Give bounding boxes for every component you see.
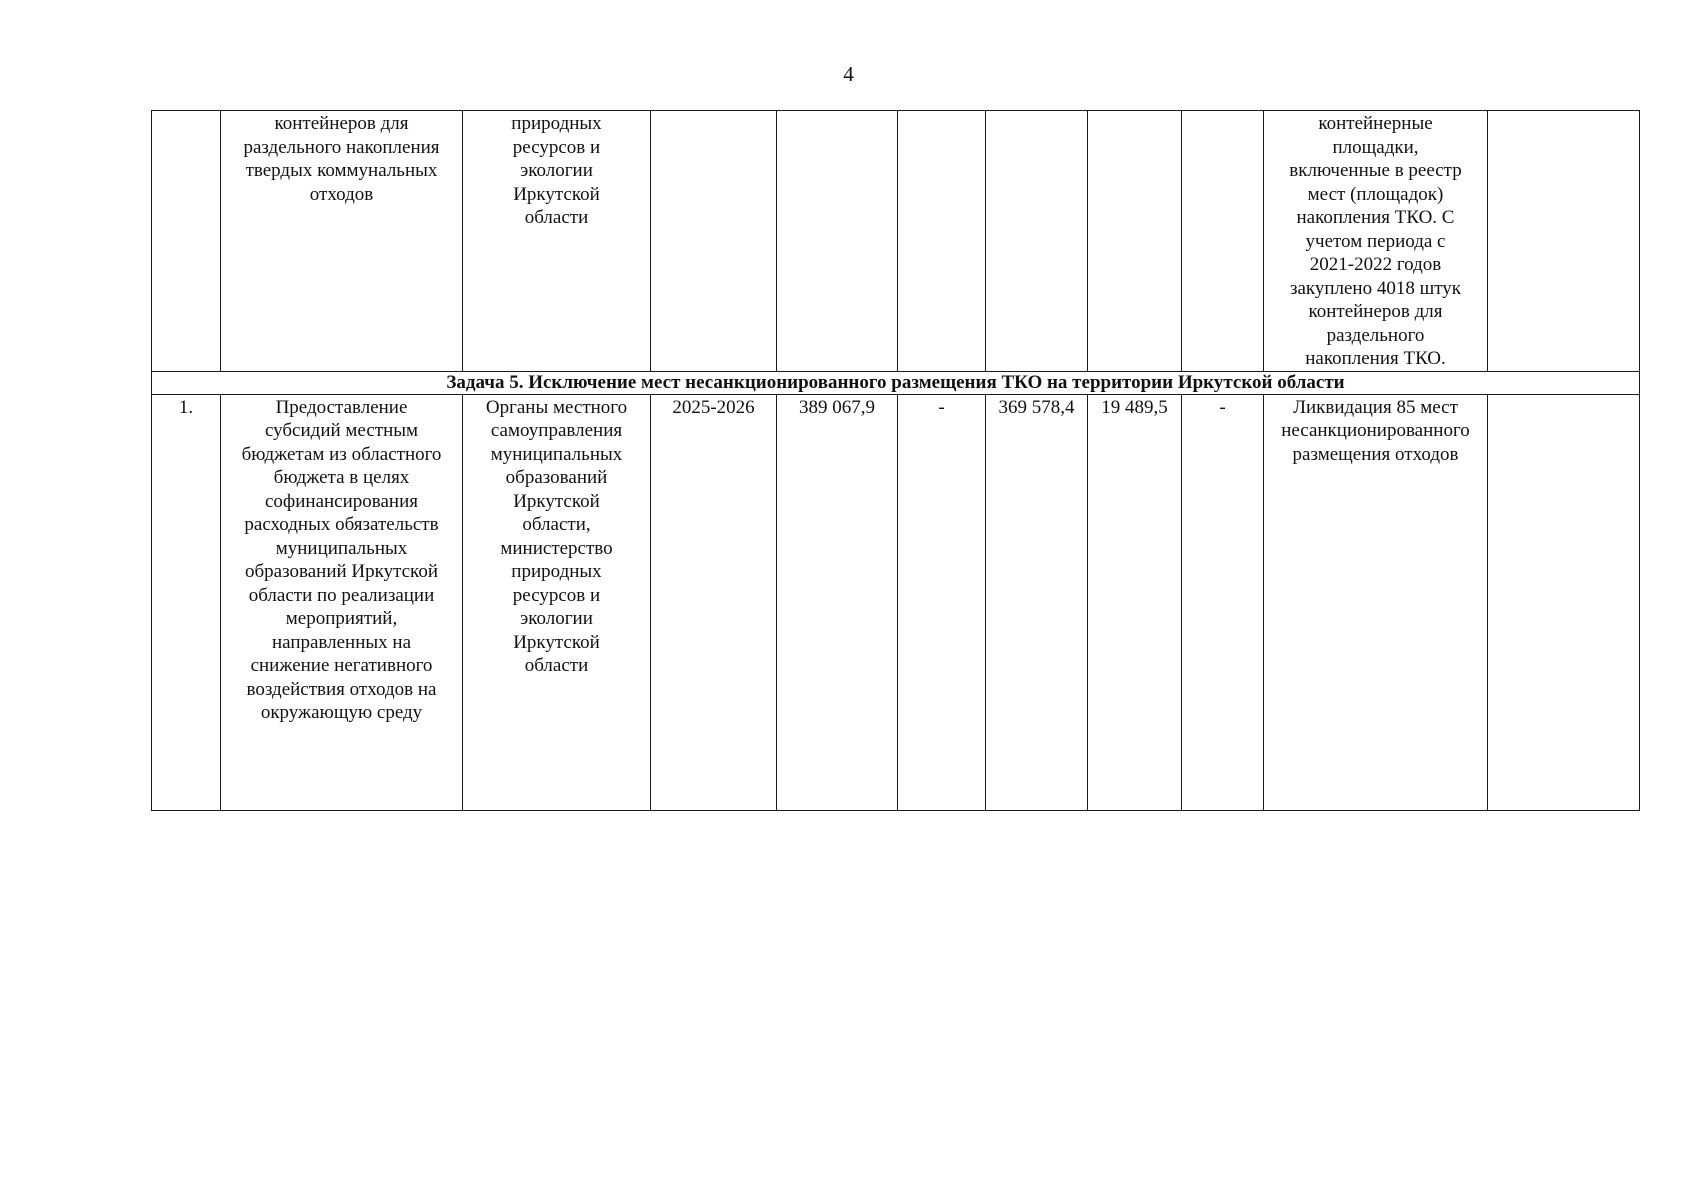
cell-regional: 369 578,4 [986, 394, 1088, 810]
task-header-row [152, 371, 1640, 394]
task-header: Задача 5. Исключение мест несанкционированного размещения ТКО на территории Иркутской области [152, 371, 1640, 394]
cell-executor: Органы местного самоуправления муниципальных образований Иркутской области, министерство природных ресурсов и экологии Иркутской области [463, 394, 651, 810]
cell-period: 2025-2026 [651, 394, 777, 810]
cell-total: 389 067,9 [777, 394, 898, 810]
table-row [152, 394, 1640, 810]
program-table [151, 110, 1640, 811]
table-row-continued [152, 111, 1640, 372]
cell-other [1182, 111, 1264, 372]
page-number: 4 [843, 62, 854, 86]
cell-local [1088, 111, 1182, 372]
cell-event: контейнеров для раздельного накопления твердых коммунальных отходов [221, 111, 463, 372]
cell-federal [898, 111, 986, 372]
cell-federal: - [898, 394, 986, 810]
cell-local: 19 489,5 [1088, 394, 1182, 810]
cell-number: 1. [152, 394, 221, 810]
cell-note [1488, 394, 1640, 810]
cell-note [1488, 111, 1640, 372]
cell-number [152, 111, 221, 372]
cell-event: Предоставление субсидий местным бюджетам из областного бюджета в целях софинансирования расходных обязательств муниципальных образований Иркутской области по реализации мероприятий, направленных на снижение негативного воздействия отходов на окружающую среду [221, 394, 463, 810]
cell-other: - [1182, 394, 1264, 810]
cell-executor: природных ресурсов и экологии Иркутской области [463, 111, 651, 372]
cell-result: контейнерные площадки, включенные в реестр мест (площадок) накопления ТКО. С учетом периода с 2021-2022 годов закуплено 4018 штук контейнеров для раздельного накопления ТКО. [1264, 111, 1488, 372]
cell-result: Ликвидация 85 мест несанкционированного размещения отходов [1264, 394, 1488, 810]
cell-period [651, 111, 777, 372]
cell-regional [986, 111, 1088, 372]
cell-total [777, 111, 898, 372]
